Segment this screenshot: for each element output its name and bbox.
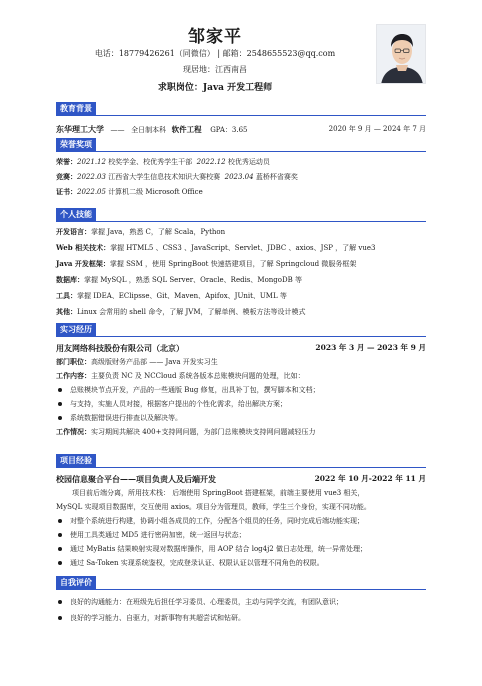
internship-title: 实习经历 [56,323,96,336]
skill-text: 掌握 HTML5 、CSS3 、JavaScript、Servlet、JDBC 、axios、JSP ，了解 vue3 [110,244,376,252]
awards-header [56,138,426,152]
project-title: 项目经验 [56,454,96,467]
work-content-label: 工作内容： [56,371,91,380]
contact-separator: | [217,49,221,58]
self-eval-section [56,576,426,624]
project-bullet: 对整个系统进行构建，协调小组各成员的工作，分配各个组员的任务，同时完成后端功能实现； [56,515,426,527]
project-bullet: 使用工具类通过 MD5 进行密码加密，统一返回与状态； [56,529,426,541]
internship-period: 2023 年 3 月 — 2023 年 9 月 [315,343,426,352]
contest-line [56,171,426,183]
skill-label: 数据库： [56,275,84,284]
honor-label: 荣誉： [56,157,77,166]
self-eval-header [56,576,426,590]
skill-label: Java 开发框架： [56,259,110,268]
location-line [0,64,430,75]
contest-text-2: 蓝桥杯省赛奖 [255,173,298,181]
education-header [56,102,426,116]
resume-header [0,20,482,100]
honor-date-1: 2021.12 [77,158,106,166]
education-title: 教育背景 [56,102,96,115]
skill-label: 工具： [56,291,77,300]
email-label: 邮箱： [222,49,247,58]
honor-text-1: 校奖学金、校优秀学生干部 [108,158,193,166]
honor-line [56,156,426,168]
skill-text: Linux 会常用的 shell 命令，了解 JVM，了解单例、模板方法等设计模式 [77,308,306,316]
work-result-line [56,426,426,438]
skill-item [56,226,426,238]
company-name: 用友网络科技股份有限公司（北京） [56,343,184,353]
portrait-image [377,25,426,84]
phone-value: 18779426261（同微信） [118,49,215,58]
internship-bullet: 总账模块节点开发，产品的一些通版 Bug 修复，出具补丁包，撰写脚本和文档； [56,384,426,396]
education-gpa: GPA：3.65 [210,126,248,134]
project-header [56,454,426,468]
project-section [56,454,426,569]
contest-text-1: 江西省大学生信息技术知识大赛校赛 [108,173,221,181]
education-section [56,102,426,136]
skill-text: 掌握 IDEA、EClipsse、Git、Maven、Apifox、JUnit、UML 等 [77,292,287,300]
education-row [56,122,426,136]
awards-section [56,138,426,198]
candidate-name: 邹家平 [188,27,242,47]
project-bullet: 通过 Sa-Token 实现系统鉴权，完成登录认证、权限认证以管理不同角色的权限。 [56,557,426,569]
education-period: 2020 年 9 月 — 2024 年 7 月 [328,125,426,133]
skill-text: 掌握 Java，熟悉 C，了解 Scala，Python [91,228,226,236]
skills-title: 个人技能 [56,208,96,221]
internship-section [56,323,426,438]
honor-date-2: 2022.12 [196,158,226,166]
skill-label: 开发语言： [56,227,91,236]
honor-text-2: 校优秀运动员 [227,158,270,166]
internship-bullet: 与支持，实施人员对接，根据客户提出的个性化需求，给出解决方案； [56,398,426,410]
awards-title: 荣誉奖项 [56,138,96,151]
dept-value: 高级版财务产品部 —— Java 开发实习生 [91,358,218,366]
skill-text: 掌握 MySQL ，熟悉 SQL Server、Oracle、Redis、MongoDB 等 [84,276,302,284]
skill-text: 掌握 SSM ，使用 SpringBoot 快速搭建项目，了解 Springcloud 微服务框架 [109,260,357,268]
self-eval-bullet: 良好的沟通能力：在班级先后担任学习委员、心理委员，主动与同学交流，有团队意识； [56,596,426,608]
education-type: 全日制本科 [131,126,167,134]
phone-label: 电话： [94,49,119,58]
location-value: 江西南昌 [215,65,247,74]
job-objective [0,80,430,93]
self-eval-bullet: 良好的学习能力、自驱力，对新事物有其超尝试和钻研。 [56,612,426,624]
cert-line [56,186,426,198]
cert-label: 证书： [56,187,77,196]
contest-date-2: 2023.04 [224,173,254,181]
skills-section [56,208,426,318]
project-name-row [56,472,426,486]
project-period: 2022 年 10 月-2022 年 11 月 [314,474,426,483]
education-major: 软件工程 [171,125,202,134]
skill-item [56,242,426,254]
dept-line [56,356,426,368]
internship-company-row [56,341,426,355]
cert-date: 2022.05 [77,188,106,196]
internship-bullet: 系统数据错误进行排查以及解决等。 [56,412,426,424]
school-name: 东华理工大学 [56,124,104,134]
objective-label: 求职岗位： [157,83,203,93]
project-desc-2: MySQL 实现项目数据库，交互使用 axios。项目分为管理员，教师，学生三个身份，实现不同功能。 [56,503,371,511]
skill-item [56,290,426,302]
work-content-value: 主要负责 NC 及 NCCloud 系统各版本总账模块问题的处理，比如： [91,372,305,380]
skill-item [56,274,426,286]
email-value: 2548655523@qq.com [246,49,336,58]
skill-item [56,306,426,318]
contest-label: 竞赛： [56,172,77,181]
contest-date-1: 2022.03 [77,173,106,181]
internship-header [56,323,426,337]
profile-photo [376,24,426,84]
self-eval-title: 自我评价 [56,576,96,589]
skill-label: Web 相关技术： [56,243,111,252]
work-content-line [56,370,426,382]
skill-label: 其他： [56,307,77,316]
skills-header [56,208,426,222]
location-label: 现居地： [183,65,215,74]
project-name: 校园信息聚合平台——项目负责人及后端开发 [56,474,216,484]
cert-text: 计算机二级 Microsoft Office [108,188,203,196]
education-dash: —— [110,126,125,134]
work-result-label: 工作情况： [56,427,91,436]
dept-label: 部门职位： [56,357,91,366]
objective-value: Java 开发工程师 [202,83,273,93]
work-result-value: 实习期间共解决 400+支持网问题，为部门总账模块支持网问题减轻压力 [91,428,316,436]
project-bullet: 通过 MyBatis 结果映射实现对数据库操作，用 AOP 结合 log4j2 做日志处理，统一异常处理； [56,543,426,555]
contact-line [0,48,430,59]
skill-item [56,258,426,270]
project-desc-1: 项目前后端分离，所用技术栈： 后端使用 SpringBoot 搭建框架，前端主要使用 vue3 相关， [72,489,365,497]
